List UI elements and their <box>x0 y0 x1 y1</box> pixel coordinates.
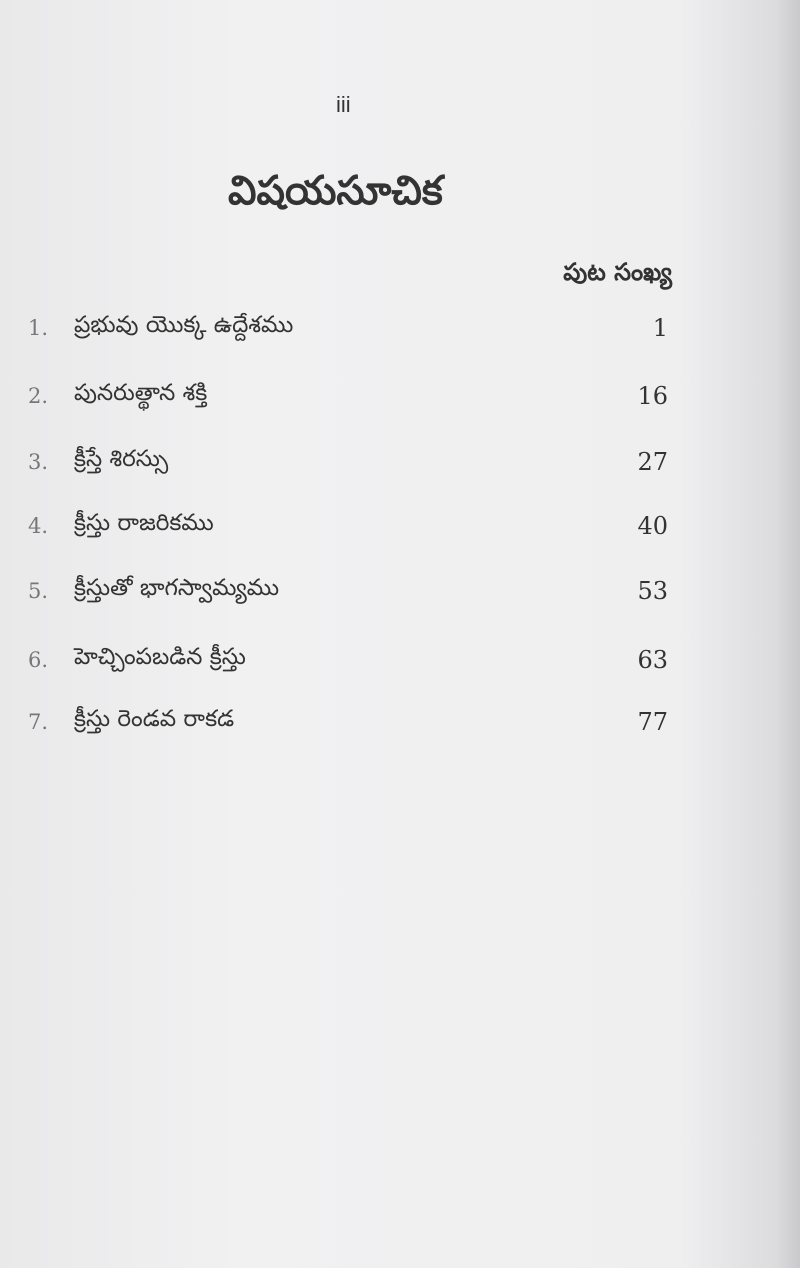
entry-page: 40 <box>637 512 668 540</box>
entry-page: 63 <box>637 646 668 674</box>
entry-number: 1. <box>28 316 49 340</box>
entry-title: క్రీస్తే శిరస్సు <box>74 446 169 472</box>
entry-page: 53 <box>637 577 668 605</box>
entry-title: హెచ్చింపబడిన క్రీస్తు <box>74 644 246 670</box>
toc-entry <box>28 571 668 611</box>
entry-number: 7. <box>28 710 49 734</box>
entry-title: క్రీస్తుతో భాగస్వామ్యము <box>74 575 280 601</box>
entry-number: 6. <box>28 648 49 672</box>
entry-page: 16 <box>637 382 668 410</box>
toc-entry <box>28 702 668 742</box>
toc-entry <box>28 442 668 482</box>
toc-entry <box>28 506 668 546</box>
entry-number: 5. <box>28 579 49 603</box>
entry-page: 27 <box>637 448 668 476</box>
entry-number: 3. <box>28 450 49 474</box>
entry-page: 1 <box>652 314 668 342</box>
entry-title: ప్రభువు యొక్క ఉద్దేశము <box>74 312 294 338</box>
page-title: విషయసూచిక <box>228 168 443 214</box>
entry-title: క్రీస్తు రాజరికము <box>74 510 214 536</box>
page-folio: iii <box>336 92 351 117</box>
toc-entry <box>28 308 668 348</box>
entry-title: పునరుత్థాన శక్తి <box>74 380 208 406</box>
entry-number: 4. <box>28 514 49 538</box>
page-number-column-header: పుట సంఖ్య <box>563 258 672 286</box>
toc-entry <box>28 640 668 680</box>
toc-entry <box>28 376 668 416</box>
entry-page: 77 <box>637 708 668 736</box>
entry-title: క్రీస్తు రెండవ రాకడ <box>74 706 235 732</box>
entry-number: 2. <box>28 384 49 408</box>
